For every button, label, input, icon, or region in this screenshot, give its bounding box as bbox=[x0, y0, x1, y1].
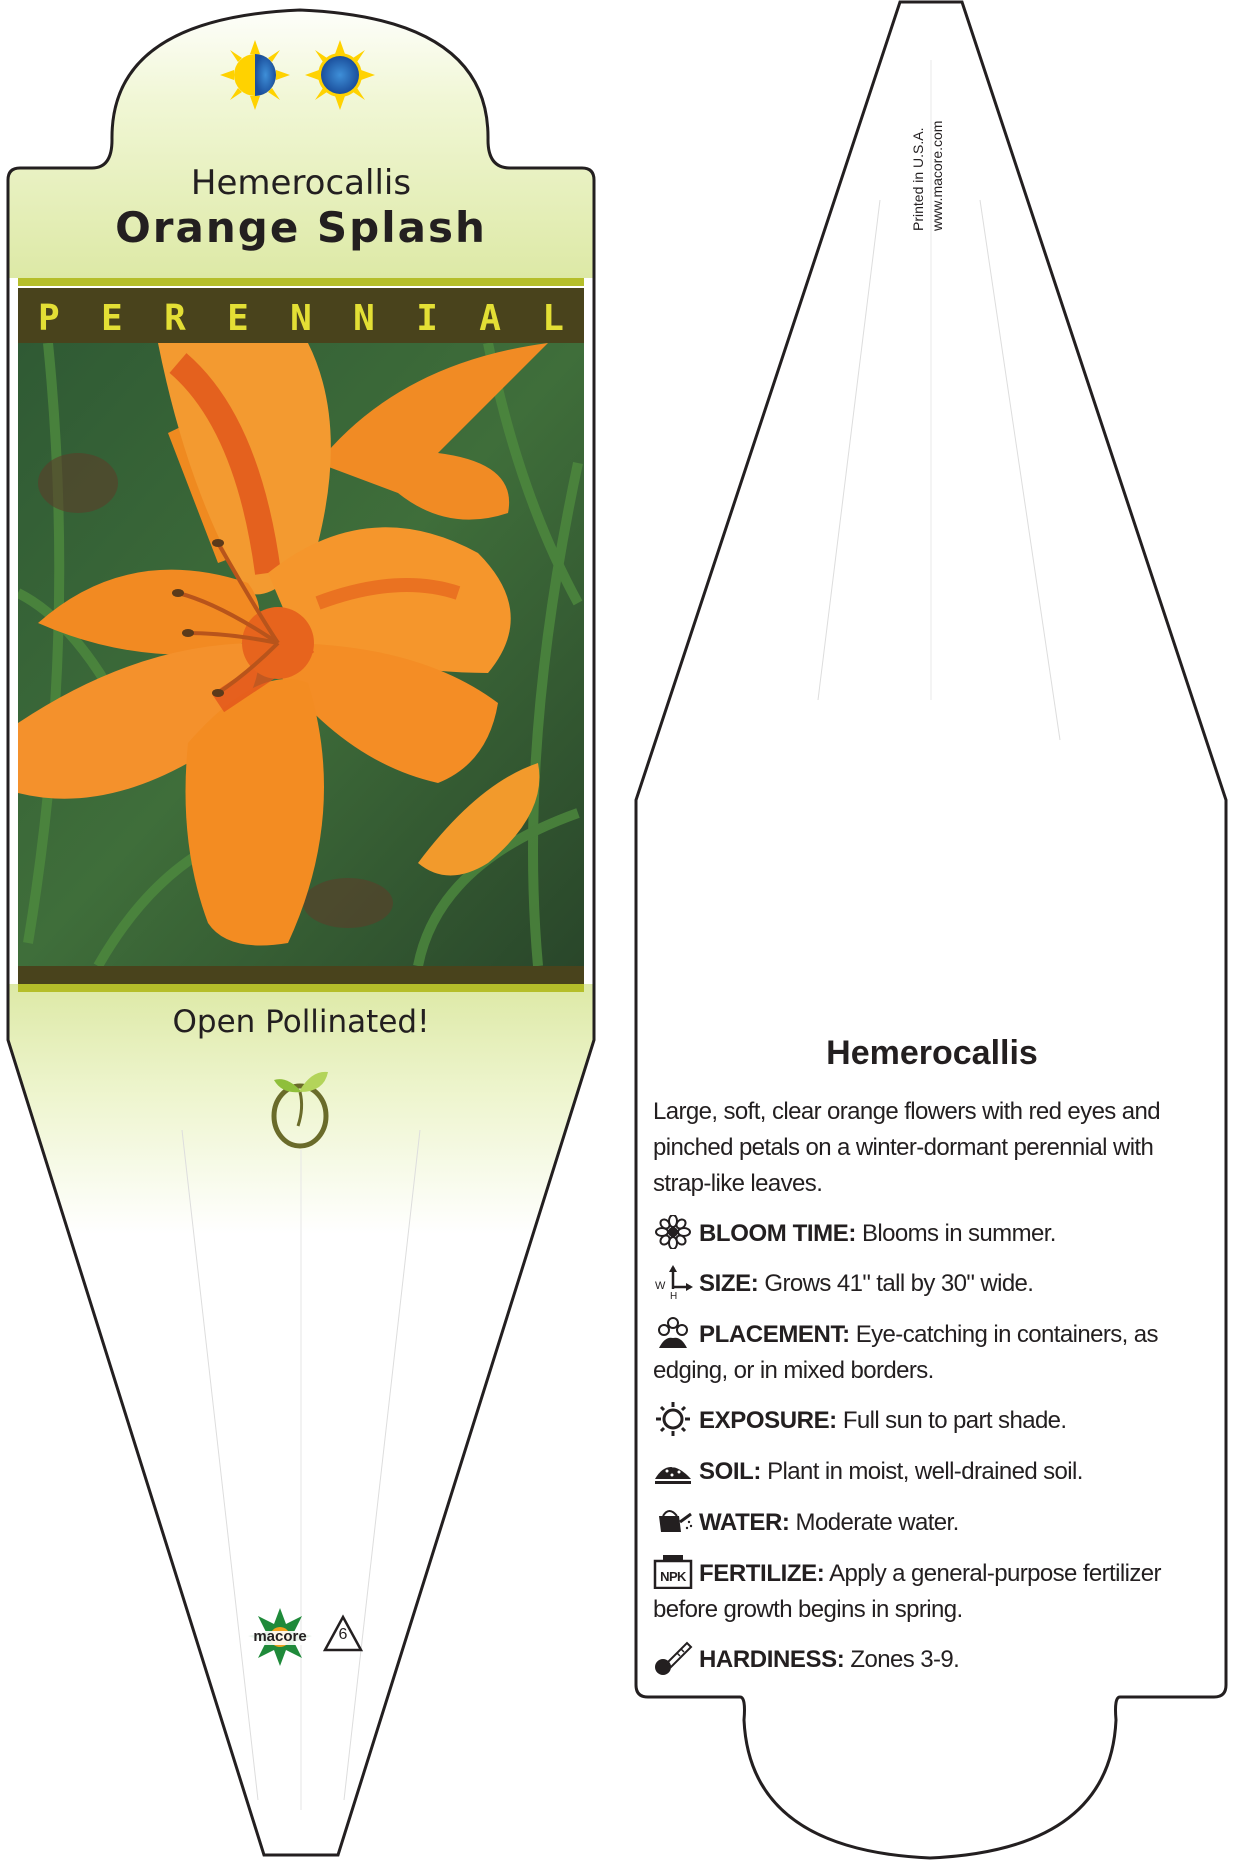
recycle-number: 6 bbox=[338, 1626, 348, 1643]
exposure-label: EXPOSURE: bbox=[699, 1407, 837, 1434]
info-fertilize bbox=[653, 1555, 1173, 1628]
brand-name: macore bbox=[253, 1628, 307, 1645]
flower-icon bbox=[653, 1215, 693, 1249]
back-title: Hemerocallis bbox=[826, 1034, 1038, 1072]
printed-note: Printed in U.S.A. bbox=[910, 127, 926, 231]
orange-daylily-flower-photo bbox=[18, 343, 584, 966]
recycle-code bbox=[322, 1614, 364, 1654]
soil-label: SOIL: bbox=[699, 1458, 761, 1485]
sun-outline-icon bbox=[653, 1402, 693, 1436]
tagline: Open Pollinated! bbox=[172, 1004, 430, 1040]
size-arrows-icon bbox=[653, 1265, 693, 1299]
bloom-time-label: BLOOM TIME: bbox=[699, 1220, 856, 1247]
info-size bbox=[653, 1265, 1173, 1302]
soil-mound-icon bbox=[653, 1453, 693, 1487]
exposure-text: Full sun to part shade. bbox=[836, 1407, 1067, 1434]
info-hardiness bbox=[653, 1641, 1173, 1678]
category-letter: N bbox=[353, 298, 375, 339]
water-text: Moderate water. bbox=[789, 1509, 959, 1536]
category-letter: N bbox=[290, 298, 312, 339]
water-label: WATER: bbox=[699, 1509, 790, 1536]
placement-label: PLACEMENT: bbox=[699, 1321, 850, 1348]
seed-sprout-icon bbox=[268, 1068, 332, 1150]
fertilizer-npk-icon bbox=[653, 1555, 693, 1589]
soil-text: Plant in moist, well-drained soil. bbox=[761, 1458, 1083, 1485]
category-letter: E bbox=[101, 298, 123, 339]
plant-description: Large, soft, clear orange flowers with red eyes and pinched petals on a winter-dormant perennial with strap-like leaves. bbox=[653, 1098, 1161, 1197]
category-letter: R bbox=[164, 298, 186, 339]
macore-logo bbox=[246, 1608, 314, 1666]
thermometer-icon bbox=[653, 1641, 693, 1675]
npk-text: NPK bbox=[660, 1569, 686, 1584]
plant-variety: Orange Splash bbox=[115, 203, 487, 252]
category-letter: E bbox=[227, 298, 249, 339]
info-exposure bbox=[653, 1402, 1173, 1439]
bloom-time-text: Blooms in summer. bbox=[855, 1220, 1056, 1247]
height-letter: H bbox=[670, 1291, 677, 1299]
half-sun-icon bbox=[220, 40, 290, 110]
print-info bbox=[909, 121, 947, 231]
website: www.macore.com bbox=[929, 120, 945, 231]
watering-can-icon bbox=[653, 1504, 693, 1538]
info-soil bbox=[653, 1453, 1173, 1490]
category-letter: P bbox=[38, 298, 60, 339]
size-label: SIZE: bbox=[699, 1270, 759, 1297]
category-letter: L bbox=[542, 298, 564, 339]
category-letter: I bbox=[416, 298, 438, 339]
info-placement bbox=[653, 1316, 1173, 1389]
category-letter: A bbox=[479, 298, 501, 339]
hardiness-text: Zones 3-9. bbox=[844, 1646, 960, 1673]
fertilize-label: FERTILIZE: bbox=[699, 1560, 825, 1587]
info-water bbox=[653, 1504, 1173, 1541]
category-banner bbox=[18, 296, 584, 341]
plant-genus: Hemerocallis bbox=[190, 163, 412, 203]
placement-text: Eye-catching in containers, as edging, or in mixed borders. bbox=[653, 1321, 1158, 1384]
full-sun-icon bbox=[305, 40, 375, 110]
size-text: Grows 41" tall by 30" wide. bbox=[758, 1270, 1034, 1297]
info-bloom-time bbox=[653, 1215, 1173, 1252]
fertilize-text: Apply a general-purpose fertilizer before growth begins in spring. bbox=[653, 1560, 1161, 1623]
hardiness-label: HARDINESS: bbox=[699, 1646, 845, 1673]
placement-plant-icon bbox=[653, 1316, 693, 1350]
width-letter: W bbox=[655, 1280, 665, 1292]
